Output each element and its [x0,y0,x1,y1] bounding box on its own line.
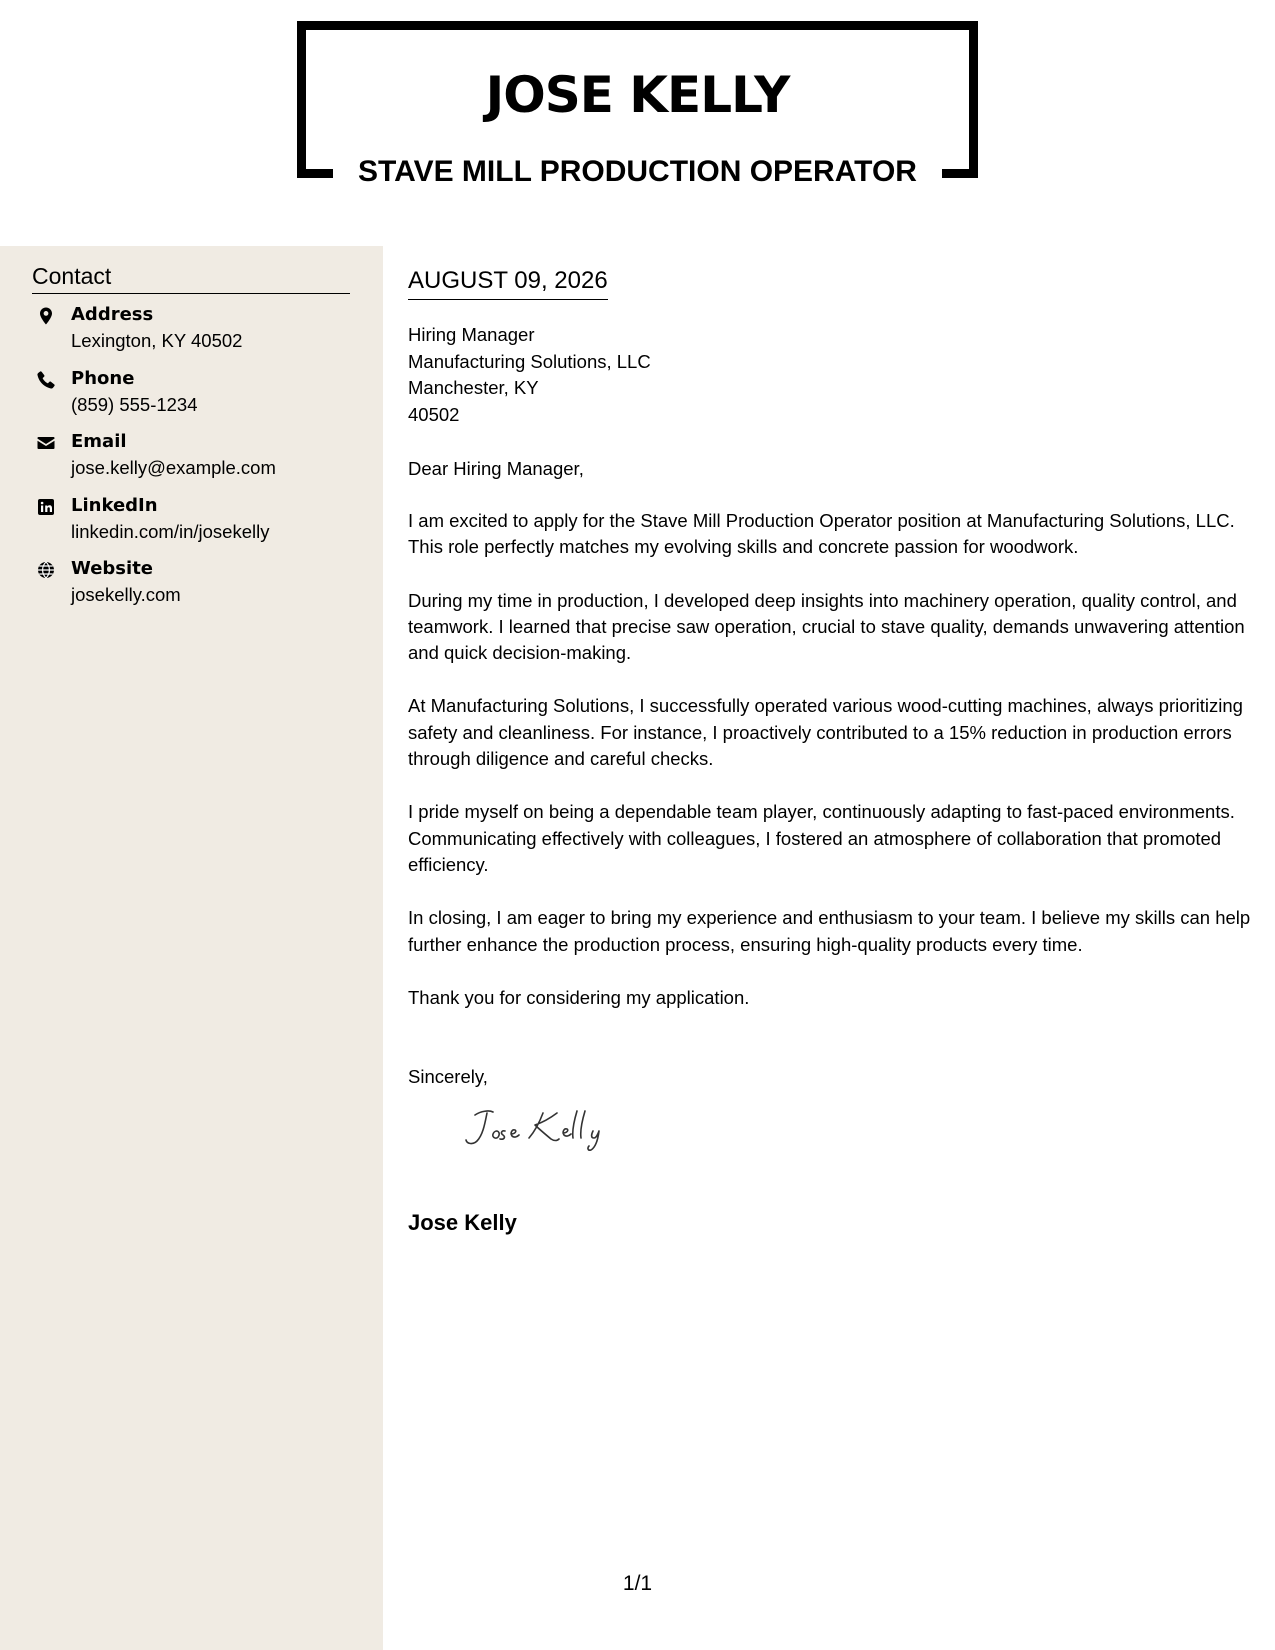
body-paragraph: During my time in production, I developed deep insights into machinery operation, quality control, and teamwork. I learned that precise saw operation, crucial to stave quality, demands unwavering attention and quick decision-making. [408,589,1245,664]
contact-label: Website [71,558,154,579]
contact-sidebar [0,246,383,1650]
body-paragraph: I pride myself on being a dependable team player, continuously adapting to fast-paced environments. Communicating effectively with colleagues, I fostered an atmosphere of collaboration that promoted efficiency. [408,801,1235,875]
contact-value[interactable]: jose.kelly@example.com [71,457,276,478]
page-number: 1/1 [622,1572,653,1595]
contact-value: Lexington, KY 40502 [71,330,243,351]
letter-header [0,0,1275,246]
contact-label: Phone [71,367,135,389]
contact-label: LinkedIn [71,494,158,516]
recipient-line: 40502 [408,403,460,425]
contact-item-email [32,429,372,493]
contact-item-linkedin [32,493,372,557]
recipient-line: Manchester, KY [408,377,539,398]
applicant-name: JOSE KELLY [485,66,790,124]
contact-label: Address [71,304,154,325]
body-paragraph: I am excited to apply for the Stave Mill Production Operator position at Manufacturing Solutions, LLC. This role perfectly matches my evolving skills and concrete passion for woodwork. [408,510,1235,558]
letter-date: AUGUST 09, 2026 [408,264,608,300]
contact-item-website [32,556,372,620]
contact-item-address [32,302,372,366]
contact-value: (859) 555-1234 [71,393,198,415]
contact-value[interactable]: josekelly.com [71,584,181,605]
job-title: STAVE MILL PRODUCTION OPERATOR [358,155,917,188]
signature-image [453,1101,653,1161]
body-paragraph: In closing, I am eager to bring my experience and enthusiasm to your team. I believe my skills can help further enhance the production process, ensuring high-quality products every time. [408,907,1251,955]
contact-list [32,302,372,620]
body-paragraph: At Manufacturing Solutions, I successfully operated various wood-cutting machines, always prioritizing safety and cleanliness. For instance, I proactively contributed to a 15% reduction in production errors through diligence and careful checks. [408,695,1243,770]
greeting: Dear Hiring Manager, [408,458,584,479]
contact-item-phone [32,366,372,430]
recipient-line: Hiring Manager [408,324,535,345]
envelope-icon [36,433,56,453]
body-paragraph: Thank you for considering my application. [408,986,750,1008]
recipient-line: Manufacturing Solutions, LLC [408,350,651,372]
linkedin-icon [36,497,56,517]
signer-name: Jose Kelly [408,1210,517,1235]
map-pin-icon [36,306,56,326]
contact-value[interactable]: linkedin.com/in/josekelly [71,520,270,542]
contact-label: Email [71,431,127,452]
phone-icon [36,370,56,390]
letter-paragraphs [408,508,1253,1038]
closing: Sincerely, [408,1066,488,1087]
recipient-block [408,322,651,428]
globe-icon [36,560,56,580]
contact-heading: Contact [32,260,350,294]
